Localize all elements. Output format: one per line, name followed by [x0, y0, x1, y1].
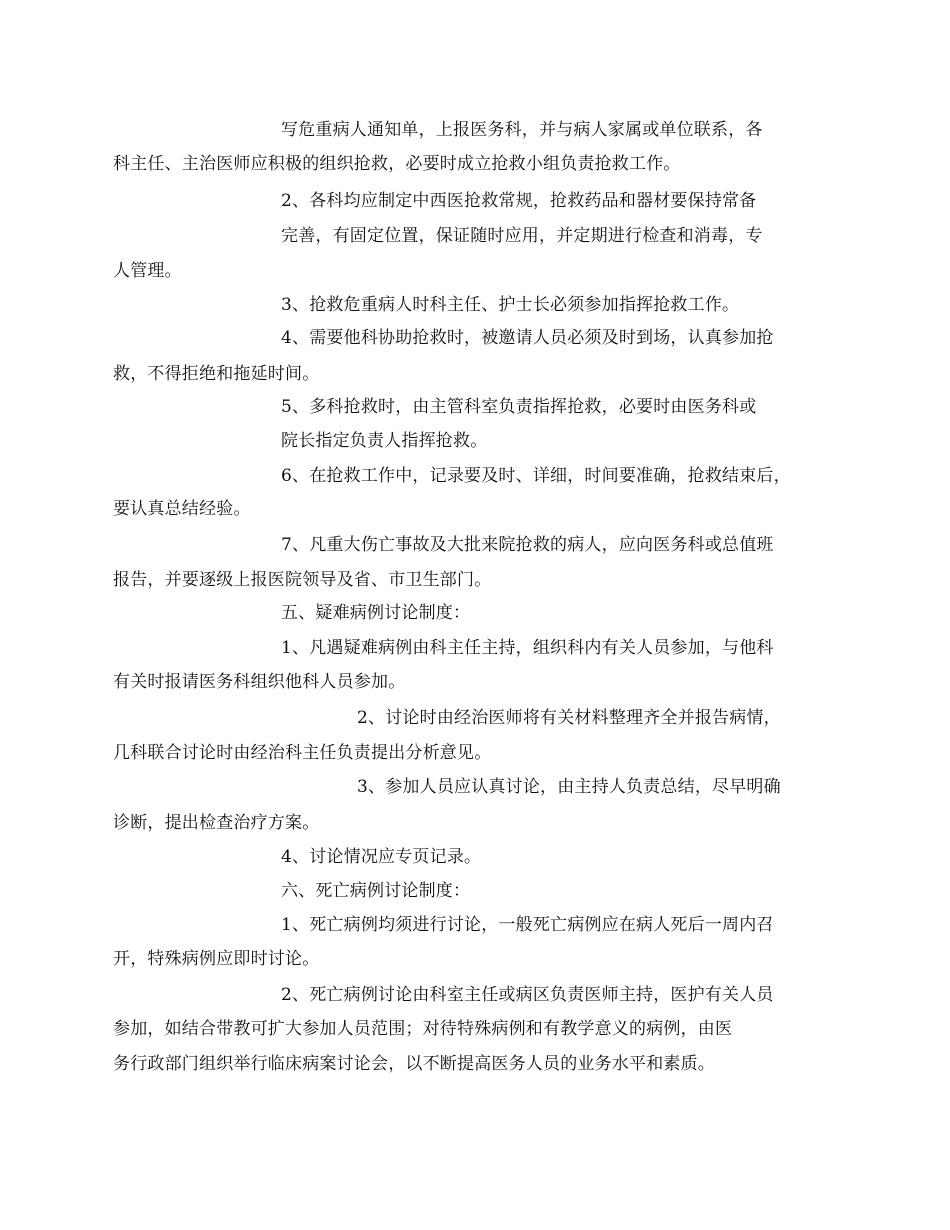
- text-line: 1、死亡病例均须进行讨论，一般死亡病例应在病人死后一周内召: [281, 915, 774, 935]
- text-line: 4、需要他科协助抢救时，被邀请人员必须及时到场，认真参加抢: [281, 328, 774, 348]
- text-line: 3、参加人员应认真讨论，由主持人负责总结，尽早明确: [357, 777, 781, 797]
- text-line: 写危重病人通知单，上报医务科，并与病人家属或单位联系，各: [281, 120, 763, 140]
- text-line: 1、凡遇疑难病例由科主任主持，组织科内有关人员参加，与他科: [281, 638, 774, 658]
- section-heading: 六、死亡病例讨论制度：: [281, 881, 471, 901]
- text-line: 2、死亡病例讨论由科室主任或病区负责医师主持，医护有关人员: [281, 985, 774, 1005]
- text-line: 2、各科均应制定中西医抢救常规，抢救药品和器材要保持常备: [281, 191, 757, 211]
- text-line: 救，不得拒绝和拖延时间。: [113, 364, 320, 384]
- text-line: 参加，如结合带教可扩大参加人员范围；对待特殊病例和有教学意义的病例，由医: [113, 1019, 733, 1039]
- text-line: 4、讨论情况应专页记录。: [281, 847, 482, 867]
- text-line: 务行政部门组织举行临床病案讨论会，以不断提高医务人员的业务水平和素质。: [113, 1054, 715, 1074]
- text-line: 人管理。: [113, 261, 182, 281]
- text-line: 要认真总结经验。: [113, 499, 251, 519]
- text-line: 科主任、主治医师应积极的组织抢救，必要时成立抢救小组负责抢救工作。: [113, 154, 681, 174]
- text-line: 6、在抢救工作中，记录要及时、详细，时间要准确，抢救结束后，: [281, 466, 791, 486]
- text-line: 诊断，提出检查治疗方案。: [113, 813, 320, 833]
- text-line: 2、讨论时由经治医师将有关材料整理齐全并报告病情，: [357, 708, 781, 728]
- text-line: 报告，并要逐级上报医院领导及省、市卫生部门。: [113, 570, 492, 590]
- text-line: 几科联合讨论时由经治科主任负责提出分析意见。: [113, 743, 492, 763]
- text-line: 7、凡重大伤亡事故及大批来院抢救的病人，应向医务科或总值班: [281, 535, 774, 555]
- text-line: 院长指定负责人指挥抢救。: [281, 431, 488, 451]
- section-heading: 五、疑难病例讨论制度：: [281, 603, 471, 623]
- text-line: 3、抢救危重病人时科主任、护士长必须参加指挥抢救工作。: [281, 295, 740, 315]
- text-line: 开，特殊病例应即时讨论。: [113, 949, 320, 969]
- text-line: 完善，有固定位置，保证随时应用，并定期进行检查和消毒，专: [281, 226, 763, 246]
- text-line: 5、多科抢救时，由主管科室负责指挥抢救，必要时由医务科或: [281, 397, 757, 417]
- text-line: 有关时报请医务科组织他科人员参加。: [113, 672, 406, 692]
